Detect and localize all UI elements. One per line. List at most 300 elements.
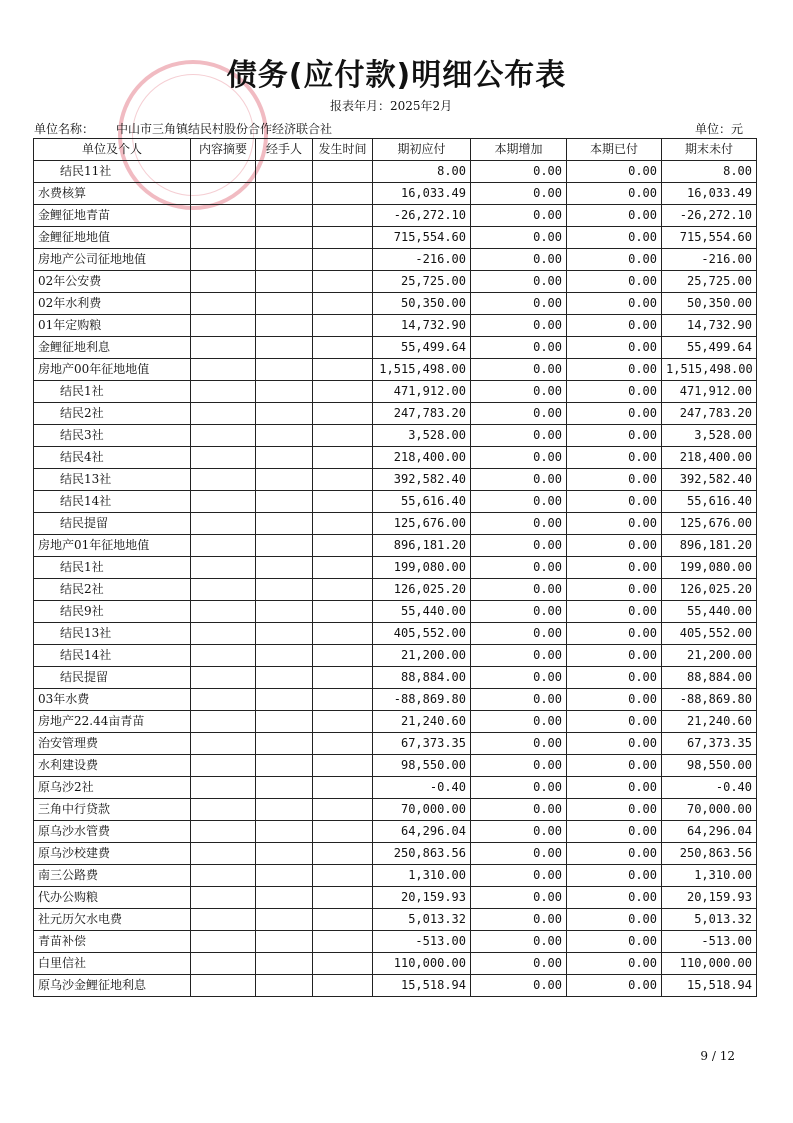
row-party: 01年定购粮 [34,315,191,337]
row-paid: 0.00 [567,535,662,557]
row-summary [191,161,256,183]
col-header-increase: 本期增加 [471,139,567,161]
table-row [34,359,757,381]
row-party: 代办公购粮 [34,887,191,909]
row-opening: 1,515,498.00 [373,359,471,381]
row-date [313,249,373,271]
row-increase: 0.00 [471,601,567,623]
table-row [34,293,757,315]
row-handler [256,381,313,403]
row-date [313,975,373,997]
row-paid: 0.00 [567,557,662,579]
row-closing: 250,863.56 [662,843,757,865]
row-closing: 3,528.00 [662,425,757,447]
row-paid: 0.00 [567,161,662,183]
row-paid: 0.00 [567,909,662,931]
row-closing: 1,310.00 [662,865,757,887]
table-row [34,755,757,777]
row-party: 原乌沙2社 [34,777,191,799]
row-closing: 126,025.20 [662,579,757,601]
row-opening: -513.00 [373,931,471,953]
row-closing: 88,884.00 [662,667,757,689]
row-handler [256,601,313,623]
table-row [34,689,757,711]
row-closing: 55,440.00 [662,601,757,623]
row-party: 结民提留 [34,513,191,535]
table-row [34,227,757,249]
table-row [34,931,757,953]
table-row [34,249,757,271]
row-increase: 0.00 [471,469,567,491]
row-increase: 0.00 [471,403,567,425]
row-paid: 0.00 [567,887,662,909]
table-row [34,469,757,491]
table-row [34,337,757,359]
table-row [34,865,757,887]
row-date [313,799,373,821]
row-closing: -216.00 [662,249,757,271]
row-paid: 0.00 [567,337,662,359]
row-summary [191,293,256,315]
row-date [313,359,373,381]
row-date [313,953,373,975]
row-summary [191,425,256,447]
row-opening: 896,181.20 [373,535,471,557]
row-closing: 20,159.93 [662,887,757,909]
row-closing: -26,272.10 [662,205,757,227]
row-closing: -88,869.80 [662,689,757,711]
row-handler [256,337,313,359]
row-closing: 21,200.00 [662,645,757,667]
row-opening: 20,159.93 [373,887,471,909]
row-increase: 0.00 [471,821,567,843]
row-date [313,733,373,755]
row-handler [256,843,313,865]
row-increase: 0.00 [471,381,567,403]
table-body [34,161,757,997]
row-increase: 0.00 [471,513,567,535]
row-opening: 55,616.40 [373,491,471,513]
row-paid: 0.00 [567,623,662,645]
row-opening: 64,296.04 [373,821,471,843]
row-increase: 0.00 [471,953,567,975]
row-increase: 0.00 [471,579,567,601]
row-opening: 21,240.60 [373,711,471,733]
table-row [34,887,757,909]
page-title: 债务(应付款)明细公布表 [226,58,567,93]
row-handler [256,183,313,205]
row-paid: 0.00 [567,183,662,205]
row-date [313,205,373,227]
table-row [34,535,757,557]
table-row [34,183,757,205]
row-increase: 0.00 [471,645,567,667]
table-row [34,425,757,447]
row-date [313,931,373,953]
row-opening: -0.40 [373,777,471,799]
row-paid: 0.00 [567,205,662,227]
row-summary [191,271,256,293]
row-closing: -0.40 [662,777,757,799]
unit-name-line [34,120,332,137]
row-closing: 98,550.00 [662,755,757,777]
row-summary [191,975,256,997]
row-party: 结民9社 [34,601,191,623]
row-party: 结民11社 [34,161,191,183]
row-paid: 0.00 [567,733,662,755]
row-party: 房地产01年征地地值 [34,535,191,557]
row-date [313,425,373,447]
row-paid: 0.00 [567,359,662,381]
row-opening: 199,080.00 [373,557,471,579]
table-row [34,645,757,667]
row-closing: 715,554.60 [662,227,757,249]
row-opening: 55,499.64 [373,337,471,359]
row-party: 水费核算 [34,183,191,205]
row-summary [191,909,256,931]
row-closing: 110,000.00 [662,953,757,975]
col-header-closing: 期末未付 [662,139,757,161]
row-opening: -26,272.10 [373,205,471,227]
row-paid: 0.00 [567,227,662,249]
row-summary [191,513,256,535]
row-increase: 0.00 [471,535,567,557]
row-increase: 0.00 [471,711,567,733]
row-increase: 0.00 [471,293,567,315]
row-date [313,865,373,887]
row-handler [256,491,313,513]
row-increase: 0.00 [471,667,567,689]
row-paid: 0.00 [567,249,662,271]
row-increase: 0.00 [471,909,567,931]
row-increase: 0.00 [471,843,567,865]
row-summary [191,931,256,953]
row-increase: 0.00 [471,249,567,271]
row-closing: 25,725.00 [662,271,757,293]
row-paid: 0.00 [567,469,662,491]
row-summary [191,733,256,755]
row-handler [256,755,313,777]
row-date [313,227,373,249]
row-increase: 0.00 [471,623,567,645]
row-closing: 405,552.00 [662,623,757,645]
row-handler [256,227,313,249]
row-handler [256,513,313,535]
row-paid: 0.00 [567,579,662,601]
table-row [34,205,757,227]
row-summary [191,777,256,799]
row-summary [191,623,256,645]
row-opening: 98,550.00 [373,755,471,777]
row-increase: 0.00 [471,205,567,227]
table-row [34,161,757,183]
row-summary [191,843,256,865]
row-closing: 247,783.20 [662,403,757,425]
row-opening: 3,528.00 [373,425,471,447]
row-handler [256,425,313,447]
page-number: 9 / 12 [700,1049,735,1063]
row-opening: 15,518.94 [373,975,471,997]
row-date [313,447,373,469]
row-increase: 0.00 [471,161,567,183]
row-summary [191,403,256,425]
row-party: 房地产公司征地地值 [34,249,191,271]
row-date [313,843,373,865]
row-party: 青苗补偿 [34,931,191,953]
row-party: 原乌沙金鲤征地利息 [34,975,191,997]
row-opening: 50,350.00 [373,293,471,315]
row-paid: 0.00 [567,293,662,315]
row-party: 结民4社 [34,447,191,469]
row-party: 金鲤征地地值 [34,227,191,249]
row-handler [256,271,313,293]
row-handler [256,161,313,183]
header-row [34,139,757,161]
row-increase: 0.00 [471,337,567,359]
row-summary [191,337,256,359]
currency-unit: 单位：元 [694,122,743,136]
col-header-party: 单位及个人 [34,139,191,161]
row-closing: 218,400.00 [662,447,757,469]
row-summary [191,381,256,403]
table-row [34,557,757,579]
row-increase: 0.00 [471,447,567,469]
row-opening: 8.00 [373,161,471,183]
table-row [34,711,757,733]
row-opening: 1,310.00 [373,865,471,887]
row-summary [191,469,256,491]
row-opening: 70,000.00 [373,799,471,821]
row-party: 02年公安费 [34,271,191,293]
row-handler [256,579,313,601]
payables-table [33,138,757,997]
row-party: 金鲤征地利息 [34,337,191,359]
row-summary [191,865,256,887]
row-increase: 0.00 [471,887,567,909]
row-party: 结民2社 [34,579,191,601]
row-increase: 0.00 [471,777,567,799]
row-handler [256,909,313,931]
table-row [34,403,757,425]
row-closing: 64,296.04 [662,821,757,843]
row-increase: 0.00 [471,755,567,777]
table-row [34,623,757,645]
row-summary [191,821,256,843]
row-summary [191,667,256,689]
row-opening: 55,440.00 [373,601,471,623]
row-paid: 0.00 [567,601,662,623]
row-date [313,579,373,601]
row-date [313,777,373,799]
row-party: 水利建设费 [34,755,191,777]
row-date [313,645,373,667]
row-paid: 0.00 [567,755,662,777]
row-date [313,381,373,403]
row-party: 结民14社 [34,645,191,667]
row-increase: 0.00 [471,931,567,953]
row-opening: -88,869.80 [373,689,471,711]
row-party: 结民1社 [34,381,191,403]
row-date [313,183,373,205]
row-increase: 0.00 [471,359,567,381]
row-handler [256,711,313,733]
row-handler [256,887,313,909]
row-party: 原乌沙校建费 [34,843,191,865]
row-handler [256,799,313,821]
row-handler [256,689,313,711]
row-date [313,491,373,513]
unit-name-label: 单位名称： [34,122,95,136]
col-header-paid: 本期已付 [567,139,662,161]
row-summary [191,359,256,381]
row-paid: 0.00 [567,931,662,953]
row-opening: 14,732.90 [373,315,471,337]
row-handler [256,777,313,799]
row-paid: 0.00 [567,777,662,799]
row-handler [256,975,313,997]
row-opening: 25,725.00 [373,271,471,293]
table-row [34,315,757,337]
row-summary [191,601,256,623]
row-closing: 67,373.35 [662,733,757,755]
row-closing: 896,181.20 [662,535,757,557]
table-row [34,843,757,865]
row-increase: 0.00 [471,491,567,513]
row-opening: -216.00 [373,249,471,271]
row-handler [256,623,313,645]
row-increase: 0.00 [471,689,567,711]
row-party: 房地产22.44亩青苗 [34,711,191,733]
row-opening: 405,552.00 [373,623,471,645]
row-summary [191,205,256,227]
row-handler [256,865,313,887]
row-date [313,513,373,535]
row-closing: 50,350.00 [662,293,757,315]
row-increase: 0.00 [471,425,567,447]
row-closing: 70,000.00 [662,799,757,821]
row-summary [191,227,256,249]
table-row [34,975,757,997]
row-summary [191,557,256,579]
row-opening: 67,373.35 [373,733,471,755]
row-party: 南三公路费 [34,865,191,887]
table-row [34,601,757,623]
row-paid: 0.00 [567,865,662,887]
row-opening: 16,033.49 [373,183,471,205]
row-closing: 199,080.00 [662,557,757,579]
row-handler [256,469,313,491]
table-row [34,821,757,843]
table-row [34,733,757,755]
col-header-opening: 期初应付 [373,139,471,161]
row-handler [256,447,313,469]
row-closing: 392,582.40 [662,469,757,491]
row-party: 结民13社 [34,623,191,645]
table-row [34,777,757,799]
row-opening: 21,200.00 [373,645,471,667]
row-party: 结民1社 [34,557,191,579]
row-paid: 0.00 [567,821,662,843]
table-row [34,909,757,931]
row-paid: 0.00 [567,645,662,667]
row-summary [191,183,256,205]
report-period: 报表年月：2025年2月 [330,99,453,113]
row-closing: 21,240.60 [662,711,757,733]
row-date [313,623,373,645]
row-summary [191,755,256,777]
row-paid: 0.00 [567,315,662,337]
row-paid: 0.00 [567,381,662,403]
row-increase: 0.00 [471,271,567,293]
row-paid: 0.00 [567,513,662,535]
row-summary [191,491,256,513]
row-date [313,755,373,777]
row-summary [191,799,256,821]
row-handler [256,403,313,425]
row-paid: 0.00 [567,447,662,469]
row-date [313,909,373,931]
table-row [34,513,757,535]
row-date [313,711,373,733]
table-row [34,799,757,821]
row-date [313,403,373,425]
row-opening: 715,554.60 [373,227,471,249]
row-handler [256,645,313,667]
row-summary [191,315,256,337]
row-closing: 125,676.00 [662,513,757,535]
row-party: 金鲤征地青苗 [34,205,191,227]
row-summary [191,535,256,557]
row-party: 白里信社 [34,953,191,975]
row-party: 治安管理费 [34,733,191,755]
row-paid: 0.00 [567,403,662,425]
row-party: 房地产00年征地地值 [34,359,191,381]
row-handler [256,667,313,689]
row-opening: 471,912.00 [373,381,471,403]
row-closing: 16,033.49 [662,183,757,205]
row-closing: 5,013.32 [662,909,757,931]
row-opening: 125,676.00 [373,513,471,535]
row-date [313,293,373,315]
row-closing: 55,616.40 [662,491,757,513]
row-opening: 5,013.32 [373,909,471,931]
row-party: 结民提留 [34,667,191,689]
row-handler [256,293,313,315]
row-paid: 0.00 [567,843,662,865]
row-date [313,469,373,491]
row-increase: 0.00 [471,975,567,997]
table-row [34,579,757,601]
row-date [313,271,373,293]
row-paid: 0.00 [567,799,662,821]
row-increase: 0.00 [471,799,567,821]
row-handler [256,315,313,337]
row-paid: 0.00 [567,689,662,711]
row-opening: 392,582.40 [373,469,471,491]
row-handler [256,359,313,381]
row-summary [191,579,256,601]
row-summary [191,711,256,733]
row-date [313,315,373,337]
row-paid: 0.00 [567,975,662,997]
row-summary [191,645,256,667]
row-handler [256,535,313,557]
row-paid: 0.00 [567,425,662,447]
row-date [313,887,373,909]
row-opening: 126,025.20 [373,579,471,601]
unit-name-value: 中山市三角镇结民村股份合作经济联合社 [116,122,333,136]
row-closing: 15,518.94 [662,975,757,997]
